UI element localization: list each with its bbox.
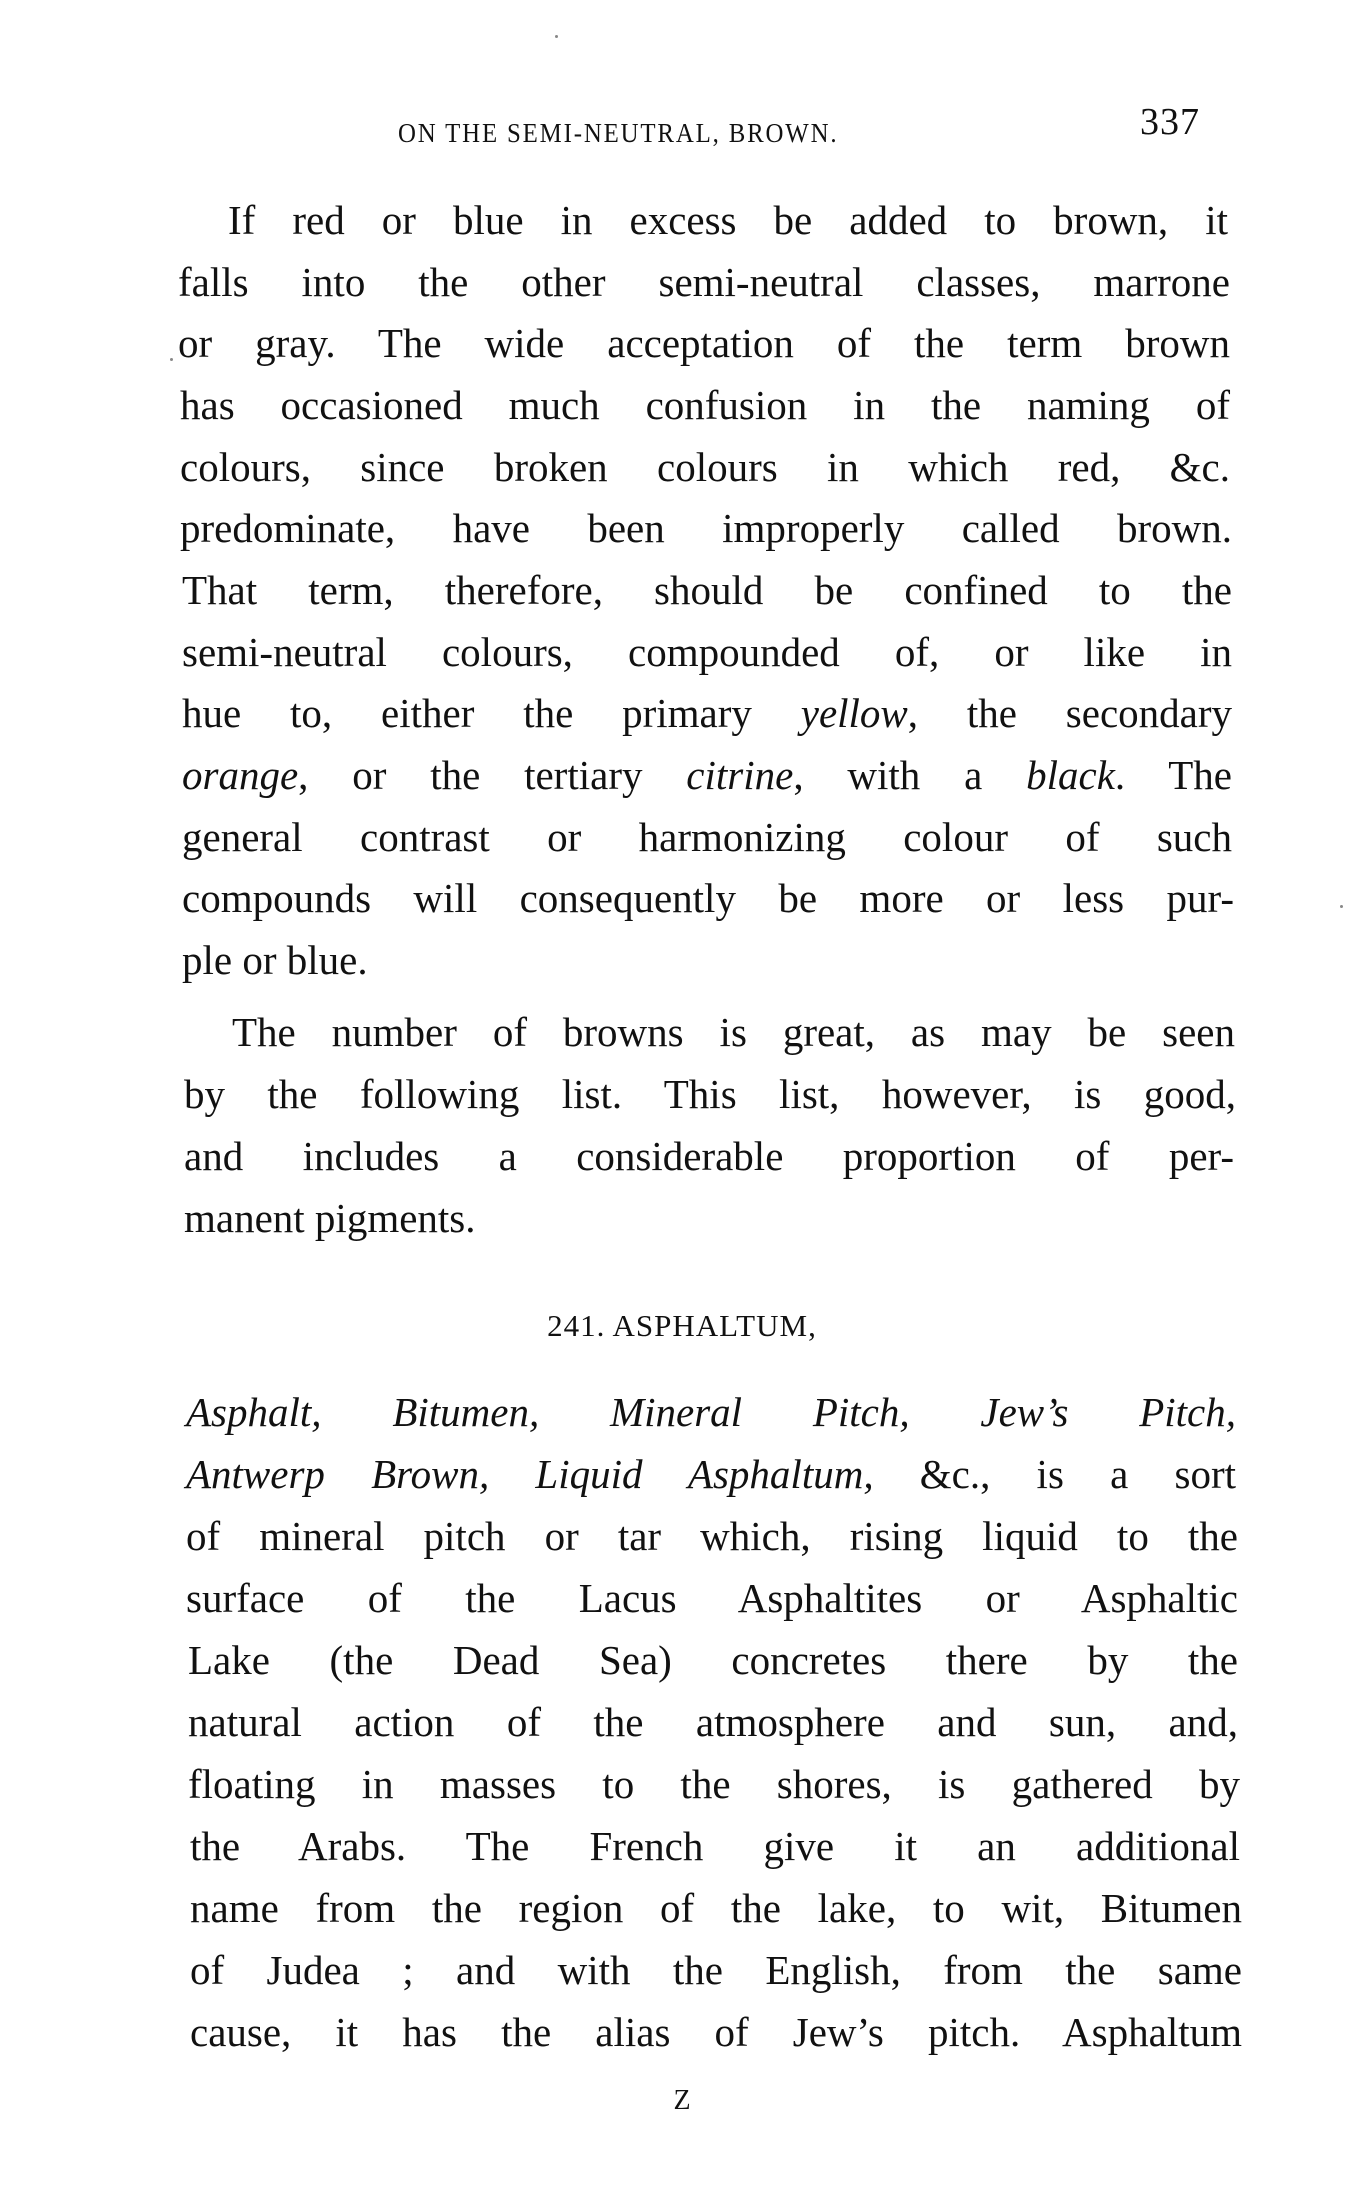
- synonym: Bitumen,: [392, 1389, 540, 1435]
- italic-term-yellow: yellow: [800, 690, 908, 736]
- text-line: and includes a considerable proportion of per-: [184, 1133, 1234, 1179]
- text-line: cause, it has the alias of Jew’s pitch. Asphaltum: [190, 2009, 1242, 2055]
- text-line: falls into the other semi-neutral classes, marrone: [178, 259, 1230, 305]
- text-line: [186, 1451, 1236, 1497]
- text-run: &c., is a sort: [873, 1451, 1236, 1497]
- text-line: colours, since broken colours in which red, &c.: [180, 444, 1230, 490]
- text-line: The number of browns is great, as may be seen: [232, 1009, 1235, 1055]
- section-heading: 241. ASPHALTUM,: [547, 1308, 817, 1343]
- text-line: floating in masses to the shores, is gathered by: [188, 1761, 1240, 1807]
- italic-term-orange: orange: [182, 752, 299, 798]
- text-line: Lake (the Dead Sea) concretes there by the: [188, 1637, 1238, 1683]
- synonyms-line: [186, 1389, 1236, 1435]
- synonyms-italic: Antwerp Brown, Liquid Asphaltum,: [186, 1451, 874, 1497]
- synonym: Pitch,: [1139, 1389, 1236, 1435]
- running-title: ON THE SEMI-NEUTRAL, BROWN.: [398, 118, 839, 148]
- text-line: has occasioned much confusion in the naming of: [180, 382, 1230, 428]
- synonym: Mineral: [609, 1389, 743, 1435]
- text-line: compounds will consequently be more or less pur-: [182, 875, 1234, 921]
- text-run: . The: [1114, 752, 1232, 798]
- text-line: natural action of the atmosphere and sun, and,: [188, 1699, 1238, 1745]
- text-run: , the secondary: [907, 690, 1233, 736]
- text-line: or gray. The wide acceptation of the term brown: [178, 320, 1230, 366]
- text-line: ple or blue.: [182, 937, 368, 983]
- text-run: , with a: [793, 752, 1027, 798]
- text-line: semi-neutral colours, compounded of, or like in: [182, 629, 1232, 675]
- text-line: [182, 690, 1233, 736]
- italic-term-citrine: citrine: [686, 752, 794, 798]
- scan-speck: [1340, 905, 1343, 908]
- text-line: of Judea ; and with the English, from the same: [190, 1947, 1242, 1993]
- text-line: predominate, have been improperly called brown.: [180, 505, 1232, 551]
- synonym: Asphalt,: [186, 1389, 322, 1435]
- text-line: manent pigments.: [184, 1195, 476, 1241]
- text-line: name from the region of the lake, to wit, Bitumen: [190, 1885, 1242, 1931]
- text-run: , or the tertiary: [298, 752, 687, 798]
- text-line: general contrast or harmonizing colour of such: [182, 814, 1232, 860]
- synonym: Pitch,: [812, 1389, 910, 1435]
- text-line: [182, 752, 1232, 798]
- signature-mark: Z: [673, 2085, 691, 2116]
- synonym: Jew’s: [980, 1389, 1069, 1435]
- text-line: of mineral pitch or tar which, rising liquid to the: [186, 1513, 1238, 1559]
- text-line: If red or blue in excess be added to brown, it: [228, 197, 1228, 243]
- text-line: That term, therefore, should be confined to the: [182, 567, 1232, 613]
- scan-speck: [555, 35, 558, 38]
- text-line: the Arabs. The French give it an additional: [190, 1823, 1240, 1869]
- text-line: by the following list. This list, however, is good,: [184, 1071, 1236, 1117]
- text-line: surface of the Lacus Asphaltites or Asphaltic: [186, 1575, 1238, 1621]
- page-number: 337: [1140, 101, 1200, 143]
- scan-speck: [170, 358, 173, 361]
- text-run: hue to, either the primary: [182, 690, 801, 736]
- italic-term-black: black: [1026, 752, 1115, 798]
